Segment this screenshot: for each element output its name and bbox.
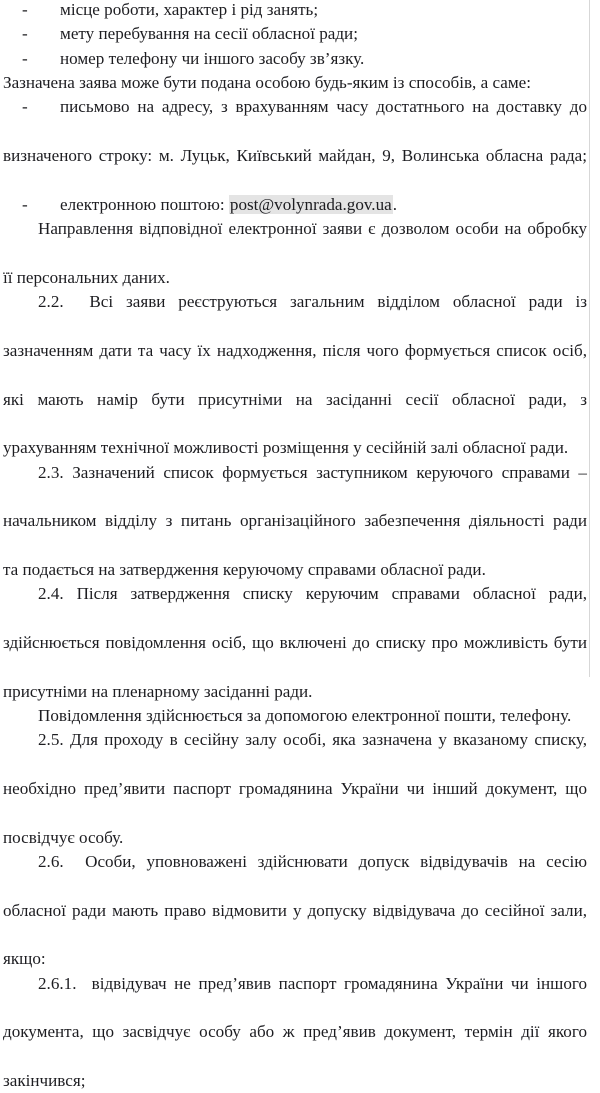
clause-text-line-1: Після затвердження списку керуючим справами обласної ради, <box>76 584 587 604</box>
clause-2-3-line-3 <box>3 558 587 582</box>
clause-2-6-line-2 <box>3 899 587 948</box>
clause-text-line-3: посвідчує особу. <box>3 827 124 847</box>
bullet-dash-icon: - <box>22 48 28 68</box>
paragraph-text-line-2: її персональних даних. <box>3 267 170 287</box>
clause-2-5-line-2 <box>3 777 587 826</box>
list-item-email-label: електронною поштою: <box>60 194 225 214</box>
clause-2-6-1-line-2 <box>3 1020 587 1069</box>
clause-text-line-1: Для проходу в сесійну залу особі, яка зазначена у вказаному списку, <box>69 730 587 750</box>
clause-text-line-3: присутніми на пленарному засіданні ради. <box>3 681 313 701</box>
clause-number: 2.5. <box>38 730 64 750</box>
paragraph-text: Зазначена заява може бути подана особою будь-яким із способів, а саме: <box>3 73 531 93</box>
paragraph-text: Повідомлення здійснюється за допомогою електронної пошти, телефону. <box>38 705 572 725</box>
list-item-written-address <box>3 95 587 144</box>
clause-2-6-1-line-3 <box>3 1069 587 1093</box>
document-text-body <box>3 0 587 1093</box>
bullet-dash-icon: - <box>22 0 28 19</box>
email-address-field[interactable]: post@volynrada.gov.ua <box>229 194 392 214</box>
clause-text-line-3: закінчився; <box>3 1071 86 1091</box>
clause-2-4-line-3 <box>3 680 587 704</box>
clause-2-3-line-2 <box>3 509 587 558</box>
clause-text-line-3: та подається на затвердження керуючому справами обласної ради. <box>3 559 486 579</box>
clause-text-line-3: якщо: <box>3 949 46 969</box>
clause-text-line-2: обласної ради мають право відмовити у допуску відвідувача до сесійної зали, <box>3 900 587 920</box>
clause-number: 2.6.1. <box>38 973 77 993</box>
clause-2-4-line-2 <box>3 631 587 680</box>
email-trailing-punctuation: . <box>392 194 397 214</box>
clause-2-2-line-2 <box>3 339 587 388</box>
clause-text-line-2: необхідно пред’явити паспорт громадянина України чи інший документ, що <box>3 779 587 798</box>
clause-text-line-3: які мають намір бути присутніми на засіданні сесії обласної ради, з <box>3 389 587 409</box>
list-item-text-line-1: письмово на адресу, з врахуванням часу достатнього на доставку до <box>60 97 587 117</box>
clause-2-4 <box>3 582 587 631</box>
paragraph-submission-methods <box>3 71 587 95</box>
clause-text-line-2: зазначенням дати та часу їх надходження, після чого формується список осіб, <box>3 340 587 360</box>
clause-2-2-line-3 <box>3 388 587 437</box>
bullet-dash-icon: - <box>22 194 28 214</box>
clause-text-line-1: Зазначений список формується заступником керуючого справами – <box>72 462 587 482</box>
list-item-text-line-2: визначеного строку: м. Луцьк, Київський майдан, 9, Волинська обласна рада; <box>3 146 587 166</box>
page-edge-line <box>589 0 590 677</box>
list-item-text: мету перебування на сесії обласної ради; <box>60 24 358 44</box>
clause-2-6-1 <box>3 972 587 1021</box>
clause-text-line-2: начальником відділу з питань організаційного забезпечення діяльності ради <box>3 511 587 531</box>
list-item <box>3 47 587 71</box>
clause-2-2 <box>3 290 587 339</box>
clause-number: 2.2. <box>38 292 64 312</box>
clause-2-3 <box>3 461 587 510</box>
clause-text-line-1: Всі заяви реєструються загальним відділом обласної ради із <box>89 292 588 312</box>
bullet-dash-icon: - <box>22 97 28 117</box>
list-item-written-address-continuation <box>3 144 587 193</box>
paragraph-text-line-1: Направлення відповідної електронної заяви є дозволом особи на обробку <box>38 219 587 239</box>
clause-2-5-line-3 <box>3 826 587 850</box>
list-item-email <box>3 193 587 217</box>
paragraph-data-consent <box>3 217 587 266</box>
clause-2-5 <box>3 728 587 777</box>
list-item <box>3 0 587 22</box>
clause-number: 2.6. <box>38 852 64 872</box>
clause-text-line-2: документа, що засвідчує особу або ж пред’явив документ, термін дії якого <box>3 1022 587 1042</box>
list-item-text: місце роботи, характер і рід занять; <box>60 0 319 19</box>
clause-text-line-1: відвідувач не пред’явив паспорт громадянина України чи іншого <box>91 973 587 993</box>
list-item-text: номер телефону чи іншого засобу зв’язку. <box>60 48 365 68</box>
clause-number: 2.4. <box>38 584 64 604</box>
clause-number: 2.3. <box>38 462 64 482</box>
clause-text-line-2: здійснюється повідомлення осіб, що включені до списку про можливість бути <box>3 632 587 652</box>
clause-2-2-line-4 <box>3 436 587 460</box>
clause-2-6 <box>3 850 587 899</box>
bullet-dash-icon: - <box>22 24 28 44</box>
paragraph-notification <box>3 704 587 728</box>
clause-text-line-4: урахуванням технічної можливості розміщення у сесійній залі обласної ради. <box>3 438 569 458</box>
list-item <box>3 22 587 46</box>
paragraph-data-consent-continuation <box>3 266 587 290</box>
clause-2-6-line-3 <box>3 947 587 971</box>
clause-text-line-1: Особи, уповноважені здійснювати допуск відвідувачів на сесію <box>85 852 587 872</box>
